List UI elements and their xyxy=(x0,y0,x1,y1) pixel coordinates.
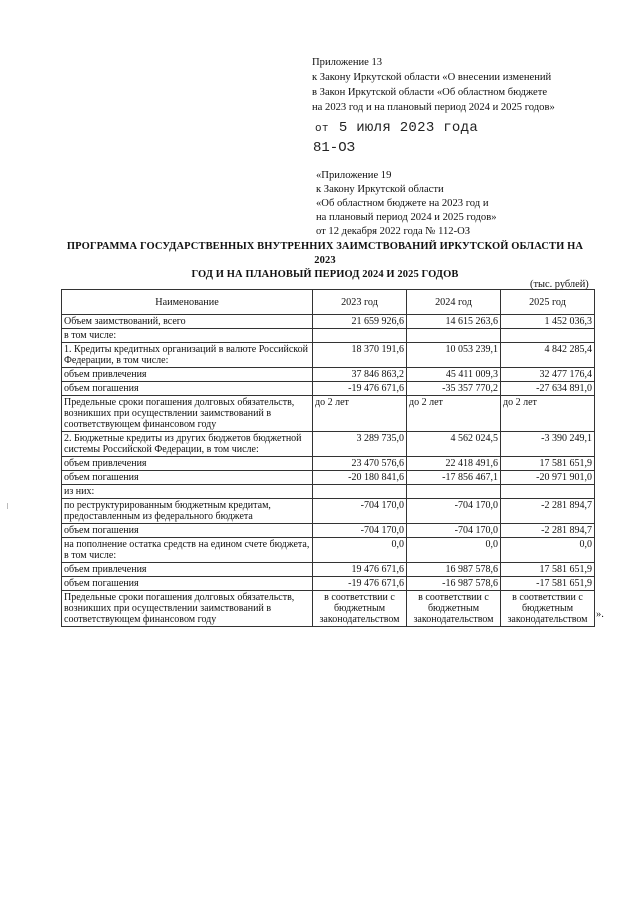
row-name: объем погашения xyxy=(62,577,313,591)
row-value-2025: 17 581 651,9 xyxy=(501,563,595,577)
previous-appendix-line: «Приложение 19 xyxy=(316,170,392,181)
row-value-2023: в соответствии с бюджетным законодательством xyxy=(313,591,407,627)
header-name: Наименование xyxy=(62,290,313,315)
row-name: объем погашения xyxy=(62,382,313,396)
table-row xyxy=(62,457,595,471)
appendix-line: на 2023 год и на плановый период 2024 и 2025 годов» xyxy=(312,102,555,113)
header-2024: 2024 год xyxy=(407,290,501,315)
row-value-2025: 17 581 651,9 xyxy=(501,457,595,471)
row-value-2025: -20 971 901,0 xyxy=(501,471,595,485)
row-value-2023 xyxy=(313,485,407,499)
appendix-header xyxy=(312,55,612,115)
row-value-2025: до 2 лет xyxy=(501,396,595,432)
row-value-2023: -704 170,0 xyxy=(313,524,407,538)
law-number: 81-ОЗ xyxy=(313,140,356,156)
row-name: Предельные сроки погашения долговых обязательств, возникших при осуществлении заимствований в соответствующем финансовом году xyxy=(62,591,313,627)
row-value-2024 xyxy=(407,329,501,343)
appendix-line: в Закон Иркутской области «Об областном бюджете xyxy=(312,87,548,98)
adoption-date xyxy=(315,120,478,136)
row-value-2025: 4 842 285,4 xyxy=(501,343,595,368)
closing-quote: ». xyxy=(596,609,604,620)
row-value-2024: -16 987 578,6 xyxy=(407,577,501,591)
row-value-2023: 21 659 926,6 xyxy=(313,315,407,329)
previous-appendix-line: от 12 декабря 2022 года № 112-ОЗ xyxy=(316,226,471,237)
row-name: объем привлечения xyxy=(62,563,313,577)
table-row xyxy=(62,368,595,382)
row-name: объем привлечения xyxy=(62,368,313,382)
adoption-date-value: 5 июля 2023 года xyxy=(338,120,479,136)
row-value-2024: 10 053 239,1 xyxy=(407,343,501,368)
table-row xyxy=(62,591,595,627)
row-value-2024: -704 170,0 xyxy=(407,524,501,538)
table-row xyxy=(62,382,595,396)
previous-appendix-line: «Об областном бюджете на 2023 год и xyxy=(316,198,489,209)
row-value-2024: 22 418 491,6 xyxy=(407,457,501,471)
row-value-2024: в соответствии с бюджетным законодательством xyxy=(407,591,501,627)
table-row xyxy=(62,524,595,538)
row-name: Предельные сроки погашения долговых обязательств, возникших при осуществлении заимствований в соответствующем финансовом году xyxy=(62,396,313,432)
row-value-2023: 37 846 863,2 xyxy=(313,368,407,382)
borrowing-program-table xyxy=(61,289,595,627)
row-value-2024: -17 856 467,1 xyxy=(407,471,501,485)
row-name: на пополнение остатка средств на едином счете бюджета, в том числе: xyxy=(62,538,313,563)
table-header-row xyxy=(62,290,595,315)
row-value-2024: до 2 лет xyxy=(407,396,501,432)
table-body xyxy=(62,315,595,627)
row-value-2025 xyxy=(501,329,595,343)
row-value-2025: -2 281 894,7 xyxy=(501,524,595,538)
row-value-2025: 32 477 176,4 xyxy=(501,368,595,382)
row-value-2024: 45 411 009,3 xyxy=(407,368,501,382)
table-row xyxy=(62,563,595,577)
row-value-2025: 1 452 036,3 xyxy=(501,315,595,329)
row-name: из них: xyxy=(62,485,313,499)
unit-label: (тыс. рублей) xyxy=(530,279,589,290)
row-value-2023: 18 370 191,6 xyxy=(313,343,407,368)
table-row xyxy=(62,499,595,524)
document-title xyxy=(60,240,590,282)
row-value-2024: 0,0 xyxy=(407,538,501,563)
header-2025: 2025 год xyxy=(501,290,595,315)
row-value-2023: -20 180 841,6 xyxy=(313,471,407,485)
table-row xyxy=(62,329,595,343)
row-value-2024: -704 170,0 xyxy=(407,499,501,524)
margin-mark xyxy=(7,503,11,509)
row-value-2023: 19 476 671,6 xyxy=(313,563,407,577)
row-name: по реструктурированным бюджетным кредитам, предоставленным из федерального бюджета xyxy=(62,499,313,524)
row-value-2024: 16 987 578,6 xyxy=(407,563,501,577)
row-value-2024 xyxy=(407,485,501,499)
row-name: 1. Кредиты кредитных организаций в валюте Российской Федерации, в том числе: xyxy=(62,343,313,368)
table-row xyxy=(62,485,595,499)
row-name: объем привлечения xyxy=(62,457,313,471)
row-name: 2. Бюджетные кредиты из других бюджетов бюджетной системы Российской Федерации, в том числе: xyxy=(62,432,313,457)
table-row xyxy=(62,432,595,457)
row-value-2023: до 2 лет xyxy=(313,396,407,432)
table-row xyxy=(62,396,595,432)
previous-appendix-line: к Закону Иркутской области xyxy=(316,184,444,195)
row-name: в том числе: xyxy=(62,329,313,343)
row-value-2023: -19 476 671,6 xyxy=(313,382,407,396)
row-value-2025: 0,0 xyxy=(501,538,595,563)
row-value-2025: -17 581 651,9 xyxy=(501,577,595,591)
appendix-line: Приложение 13 xyxy=(312,57,383,68)
title-line-1: ПРОГРАММА ГОСУДАРСТВЕННЫХ ВНУТРЕННИХ ЗАИМСТВОВАНИЙ ИРКУТСКОЙ ОБЛАСТИ НА 2023 xyxy=(66,241,584,266)
row-value-2023: 0,0 xyxy=(313,538,407,563)
row-name: объем погашения xyxy=(62,471,313,485)
table-row xyxy=(62,538,595,563)
row-value-2025 xyxy=(501,485,595,499)
table-row xyxy=(62,577,595,591)
row-value-2023: -704 170,0 xyxy=(313,499,407,524)
row-name: Объем заимствований, всего xyxy=(62,315,313,329)
table-row xyxy=(62,343,595,368)
row-value-2023: 3 289 735,0 xyxy=(313,432,407,457)
table-row xyxy=(62,315,595,329)
previous-appendix-header xyxy=(316,169,616,239)
row-value-2025: -27 634 891,0 xyxy=(501,382,595,396)
row-name: объем погашения xyxy=(62,524,313,538)
title-line-2: ГОД И НА ПЛАНОВЫЙ ПЕРИОД 2024 И 2025 ГОДОВ xyxy=(191,269,459,280)
adoption-date-prefix: от xyxy=(315,123,329,135)
row-value-2023: 23 470 576,6 xyxy=(313,457,407,471)
row-value-2025: -3 390 249,1 xyxy=(501,432,595,457)
header-2023: 2023 год xyxy=(313,290,407,315)
row-value-2024: 4 562 024,5 xyxy=(407,432,501,457)
row-value-2025: -2 281 894,7 xyxy=(501,499,595,524)
table-row xyxy=(62,471,595,485)
previous-appendix-line: на плановый период 2024 и 2025 годов» xyxy=(316,212,497,223)
appendix-line: к Закону Иркутской области «О внесении изменений xyxy=(312,72,552,83)
row-value-2024: 14 615 263,6 xyxy=(407,315,501,329)
row-value-2024: -35 357 770,2 xyxy=(407,382,501,396)
row-value-2025: в соответствии с бюджетным законодательством xyxy=(501,591,595,627)
row-value-2023: -19 476 671,6 xyxy=(313,577,407,591)
row-value-2023 xyxy=(313,329,407,343)
